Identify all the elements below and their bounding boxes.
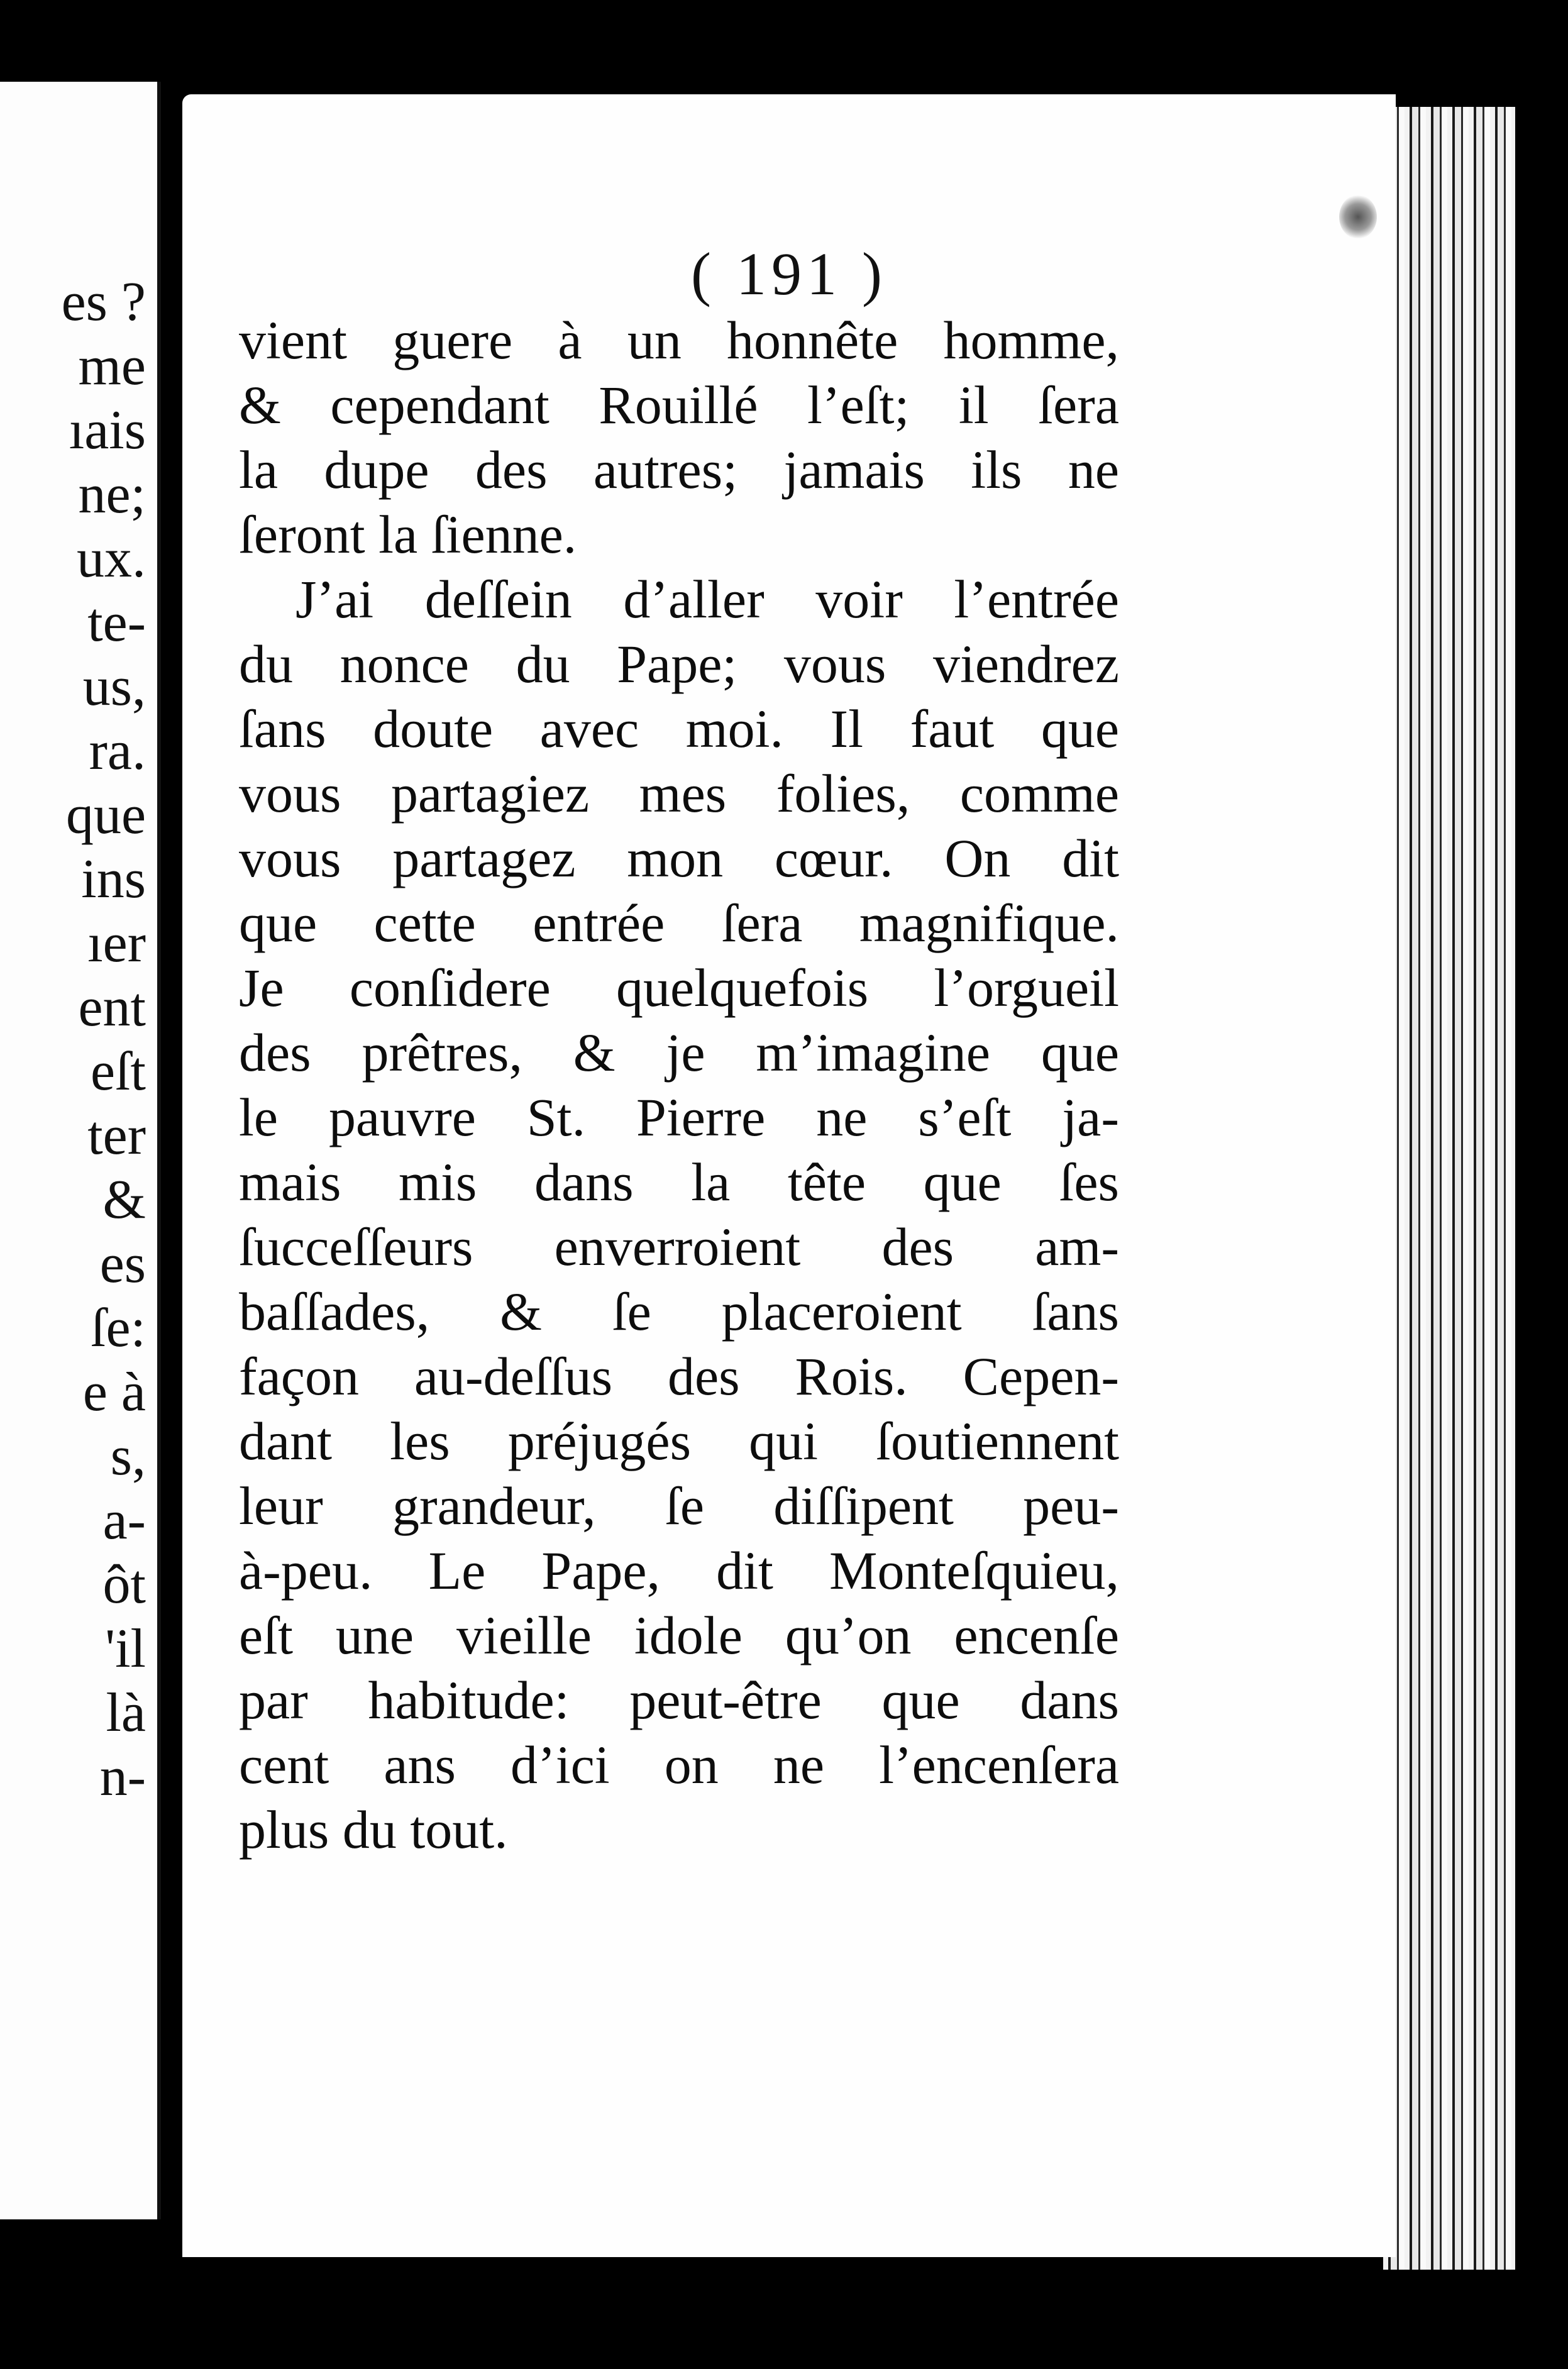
text-line: plus du tout.: [239, 1799, 508, 1860]
left-fragment-line: es: [99, 1234, 146, 1295]
text-line: ſans doute avec moi. Il faut que: [239, 699, 1119, 759]
left-fragment-line: ux.: [77, 528, 146, 589]
left-fragment-line: s,: [110, 1426, 146, 1487]
text-line: la dupe des autres; jamais ils ne: [239, 439, 1119, 500]
left-fragment-line: &: [102, 1169, 146, 1230]
text-line: du nonce du Pape; vous viendrez: [239, 634, 1119, 694]
left-fragment-line: ſe:: [91, 1298, 146, 1359]
left-fragment-line: ıais: [69, 400, 146, 461]
left-fragment-line: ôt: [102, 1554, 146, 1615]
left-fragment-line: te-: [87, 592, 146, 653]
left-fragment-line: ıer: [87, 913, 146, 974]
text-line: façon au-deſſus des Rois. Cepen-: [239, 1346, 1119, 1406]
text-line: à-peu. Le Pape, dit Monteſquieu,: [239, 1540, 1119, 1601]
left-fragment-line: ins: [81, 849, 146, 910]
left-fragment-line: que: [65, 785, 146, 846]
ink-stain: [1339, 195, 1377, 239]
left-fragment-line: ent: [78, 977, 146, 1038]
body-text: [239, 308, 1119, 1862]
text-line: ſeront la ſienne.: [239, 504, 577, 565]
left-fragment-line: ne;: [78, 464, 146, 525]
text-line: que cette entrée ſera magnifique.: [239, 893, 1119, 953]
text-line: J’ai deſſein d’aller voir l’entrée: [295, 569, 1119, 629]
text-line: cent ans d’ici on ne l’encenſera: [239, 1735, 1119, 1795]
text-line: & cependant Rouillé l’eſt; il ſera: [239, 375, 1119, 435]
left-page-text-fragments: [62, 270, 146, 1809]
left-fragment-line: là: [106, 1682, 146, 1743]
text-line: ſucceſſeurs enverroient des am-: [239, 1217, 1119, 1277]
left-fragment-line: n-: [99, 1747, 146, 1808]
left-fragment-line: ter: [87, 1105, 146, 1166]
left-fragment-line: es ?: [61, 272, 146, 333]
left-fragment-line: eſt: [91, 1041, 146, 1102]
page-number: ( 191 ): [691, 240, 887, 307]
left-fragment-line: a-: [102, 1490, 146, 1551]
text-line: vous partagez mon cœur. On dit: [239, 828, 1119, 888]
text-line: vous partagiez mes folies, comme: [239, 763, 1119, 824]
text-line: baſſades, & ſe placeroient ſans: [239, 1281, 1119, 1342]
text-line: Je conſidere quelquefois l’orgueil: [239, 958, 1119, 1018]
text-line: des prêtres, & je m’imagine que: [239, 1022, 1119, 1083]
left-fragment-line: ra.: [89, 721, 146, 781]
left-fragment-line: me: [78, 336, 146, 397]
text-line: dant les préjugés qui ſoutiennent: [239, 1411, 1119, 1471]
text-line: par habitude: peut-être que dans: [239, 1670, 1119, 1730]
text-line: le pauvre St. Pierre ne s’eſt ja-: [239, 1087, 1119, 1147]
left-fragment-line: us,: [82, 656, 146, 717]
left-page: [0, 82, 161, 2219]
text-line: mais mis dans la tête que ſes: [239, 1152, 1119, 1212]
right-page: [182, 94, 1396, 2257]
page-edges: [1383, 107, 1515, 2270]
text-line: leur grandeur, ſe diſſipent peu-: [239, 1476, 1119, 1536]
text-line: vient guere à un honnête homme,: [239, 310, 1119, 370]
left-fragment-line: 'il: [105, 1618, 146, 1679]
text-line: eſt une vieille idole qu’on encenſe: [239, 1605, 1119, 1665]
left-fragment-line: e à: [82, 1362, 146, 1423]
